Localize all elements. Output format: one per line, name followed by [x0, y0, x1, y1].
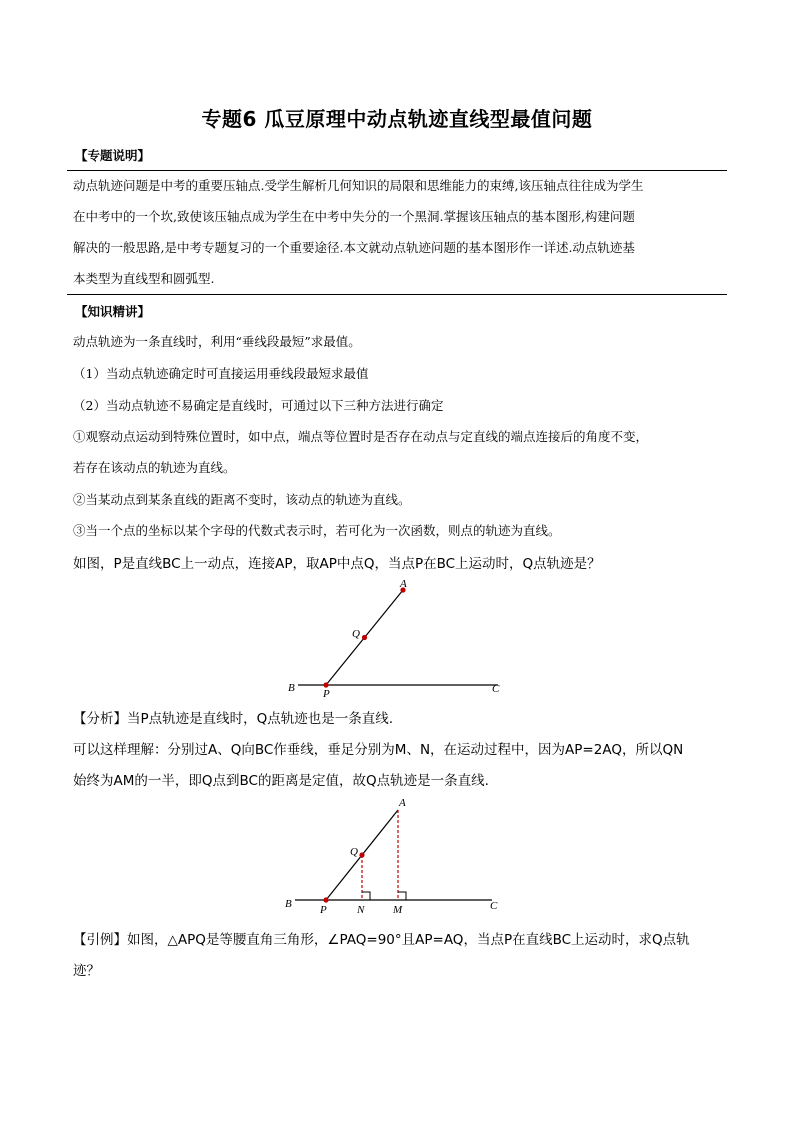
label-b: B — [288, 682, 295, 694]
label-a: A — [400, 578, 407, 590]
knowledge-line: 动点轨迹为一条直线时，利用“垂线段最短”求最值。 — [73, 334, 361, 349]
knowledge-line: ①观察动点运动到特殊位置时，如中点，端点等位置时是否存在动点与定直线的端点连接后的角度不变， — [73, 429, 649, 444]
figure-perpendiculars — [270, 790, 530, 920]
label-p: P — [320, 904, 327, 916]
knowledge-line: （2）当动点轨迹不易确定是直线时，可通过以下三种方法进行确定 — [73, 398, 444, 413]
point-q — [362, 635, 367, 640]
label-c: C — [490, 900, 498, 912]
knowledge-line: （1）当动点轨迹确定时可直接运用垂线段最短求最值 — [73, 366, 369, 381]
label-m: M — [393, 904, 403, 916]
label-b: B — [285, 898, 292, 910]
example-line: 迹？ — [73, 963, 100, 979]
label-p: P — [323, 688, 330, 700]
page-title: 专题6 瓜豆原理中动点轨迹直线型最值问题 — [201, 107, 593, 131]
label-a: A — [399, 797, 406, 809]
label-c: C — [492, 683, 500, 695]
divider — [67, 294, 727, 295]
paragraph-line: 本类型为直线型和圆弧型. — [73, 271, 215, 286]
analysis-line: 始终为AM的一半，即Q点到BC的距离是定值，故Q点轨迹是一条直线. — [73, 773, 489, 789]
point-p — [323, 682, 328, 687]
knowledge-line: ③当一个点的坐标以某个字母的代数式表示时，若可化为一次函数，则点的轨迹为直线。 — [73, 523, 561, 538]
example-line: 【引例】如图，△APQ是等腰直角三角形，∠PAQ=90°且AP=AQ，当点P在直线BC上运动时，求Q点轨 — [73, 932, 690, 948]
figure-line-midpoint — [270, 575, 530, 700]
right-angle-m — [398, 892, 406, 900]
analysis-line: 可以这样理解：分别过A、Q向BC作垂线，垂足分别为M、N，在运动过程中，因为AP=2AQ，所以QN — [73, 742, 684, 758]
label-q: Q — [350, 846, 358, 858]
paragraph-line: 动点轨迹问题是中考的重要压轴点.受学生解析几何知识的局限和思维能力的束缚,该压轴点往往成为学生 — [73, 178, 644, 193]
paragraph-line: 在中考中的一个坎,致使该压轴点成为学生在中考中失分的一个黑洞.掌握该压轴点的基本图形,构建问题 — [73, 209, 635, 224]
knowledge-line: ②当某动点到某条直线的距离不变时，该动点的轨迹为直线。 — [73, 492, 411, 507]
section-heading-topic: 【专题说明】 — [75, 148, 151, 163]
right-angle-n — [362, 892, 370, 900]
section-heading-knowledge: 【知识精讲】 — [75, 304, 151, 319]
label-n: N — [357, 904, 365, 916]
problem-statement: 如图，P是直线BC上一动点，连接AP，取AP中点Q，当点P在BC上运动时，Q点轨迹是？ — [73, 556, 601, 572]
point-p — [323, 897, 328, 902]
knowledge-line: 若存在该动点的轨迹为直线。 — [73, 460, 236, 475]
paragraph-line: 解决的一般思路,是中考专题复习的一个重要途径.本文就动点轨迹问题的基本图形作一详述.动点轨迹基 — [73, 240, 635, 255]
analysis-line: 【分析】当P点轨迹是直线时，Q点轨迹也是一条直线. — [73, 711, 394, 727]
label-q: Q — [352, 628, 360, 640]
point-q — [359, 852, 364, 857]
